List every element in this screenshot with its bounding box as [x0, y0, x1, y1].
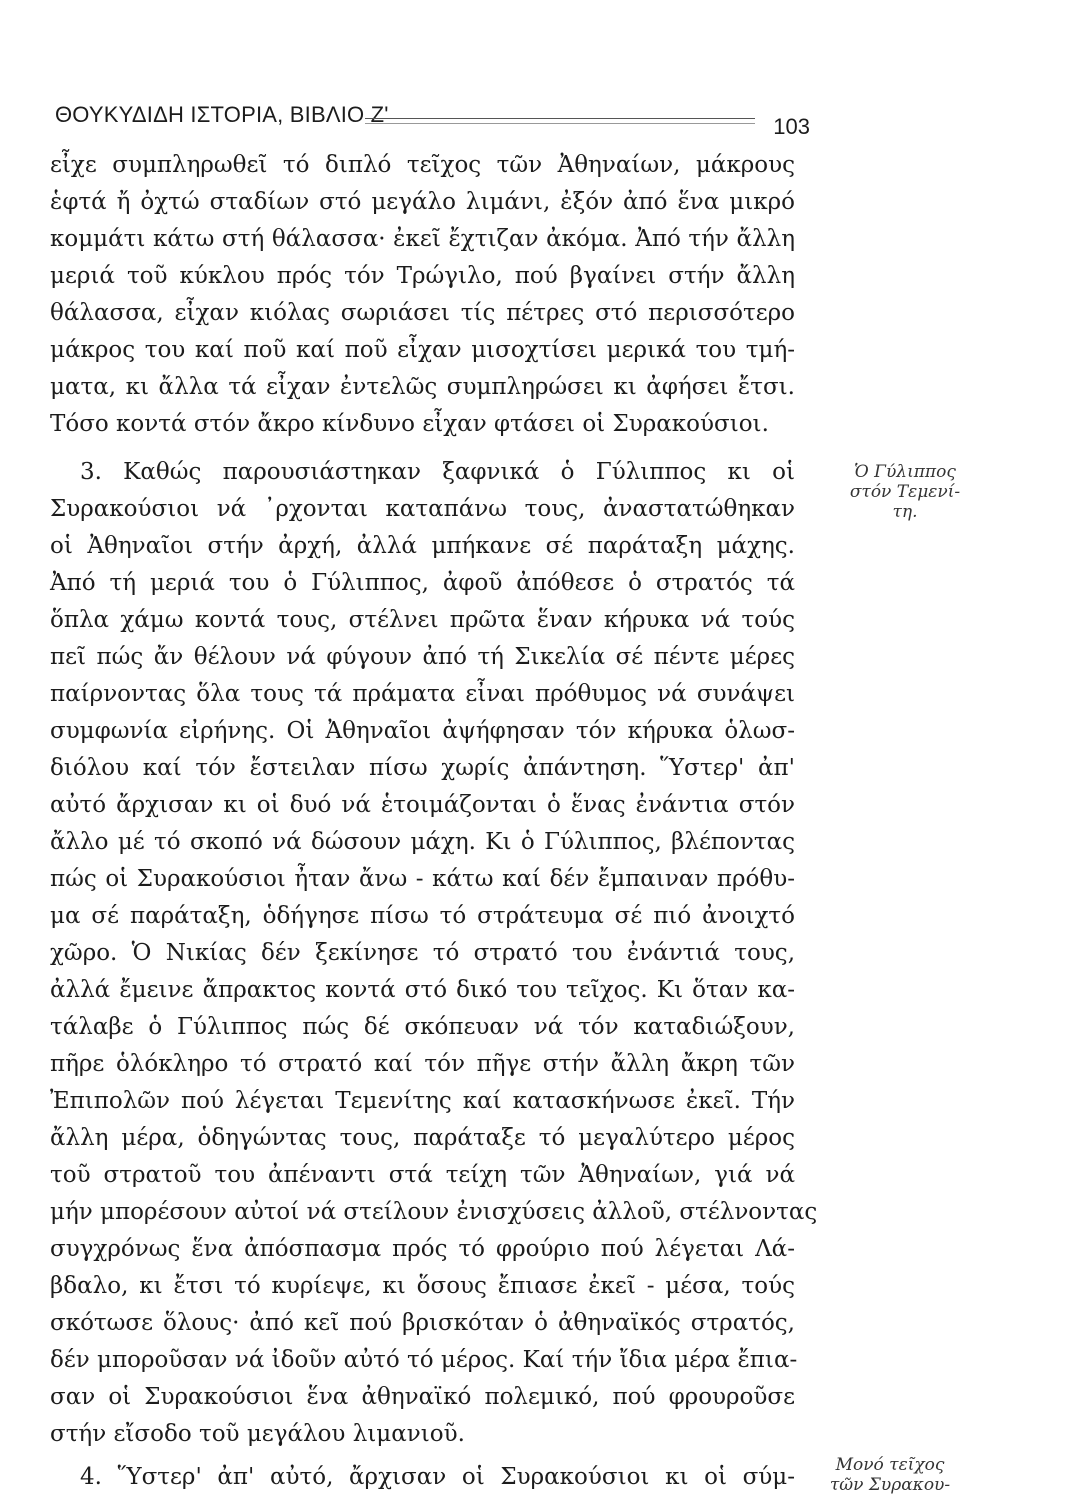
text-line: 4. Ὕστερ' ἀπ' αὐτό, ἄρχισαν οἱ Συρακούσιοι κι οἱ σύμ- [80, 1464, 795, 1490]
margin-note-line: τη. [892, 502, 918, 522]
margin-note [815, 1455, 965, 1495]
text-line: Συρακούσιοι νά ᾽ρχονται καταπάνω τους, ἀναστατώθηκαν [50, 496, 795, 522]
header-rule [365, 118, 755, 124]
text-line: 3. Καθώς παρουσιάστηκαν ξαφνικά ὁ Γύλιππος κι οἱ [80, 459, 795, 485]
text-line: συγχρόνως ἕνα ἀπόσπασμα πρός τό φρούριο πού λέγεται Λά- [50, 1236, 795, 1262]
text-line: σαν οἱ Συρακούσιοι ἕνα ἀθηναϊκό πολεμικό, πού φρουροῦσε [50, 1384, 795, 1410]
running-title: ΘΟΥΚΥΔΙΔΗ ΙΣΤΟΡΙΑ, ΒΙΒΛΙΟ Ζ' [55, 102, 389, 127]
margin-note-line: τῶν Συρακου- [829, 1475, 951, 1495]
text-line: μεριά τοῦ κύκλου πρός τόν Τρώγιλο, πού βγαίνει στήν ἄλλη [50, 263, 795, 289]
text-line: στήν εἴσοδο τοῦ μεγάλου λιμανιοῦ. [50, 1421, 465, 1447]
text-line: σκότωσε ὅλους· ἀπό κεῖ πού βρισκόταν ὁ ἀθηναϊκός στρατός, [50, 1310, 795, 1336]
text-line: τάλαβε ὁ Γύλιππος πώς δέ σκόπευαν νά τόν καταδιώξουν, [50, 1014, 795, 1040]
text-line: ἄλλο μέ τό σκοπό νά δώσουν μάχη. Κι ὁ Γύλιππος, βλέποντας [50, 829, 795, 855]
text-line: παίρνοντας ὅλα τους τά πράματα εἶναι πρόθυμος νά συνάψει [50, 681, 795, 707]
text-line: μα σέ παράταξη, ὁδήγησε πίσω τό στράτευμα σέ πιό ἀνοιχτό [50, 903, 795, 929]
text-line: Τόσο κοντά στόν ἄκρο κίνδυνο εἶχαν φτάσει οἱ Συρακούσιοι. [50, 411, 769, 437]
text-line: αὐτό ἄρχισαν κι οἱ δυό νά ἑτοιμάζονται ὁ ἕνας ἐνάντια στόν [50, 792, 795, 818]
text-line: θάλασσα, εἶχαν κιόλας σωριάσει τίς πέτρες στό περισσότερο [50, 300, 795, 326]
text-line: τοῦ στρατοῦ του ἀπέναντι στά τείχη τῶν Ἀθηναίων, γιά νά [50, 1162, 795, 1188]
text-line: ἑφτά ἤ ὀχτώ σταδίων στό μεγάλο λιμάνι, ἐξόν ἀπό ἕνα μικρό [50, 189, 795, 215]
text-line: πώς οἱ Συρακούσιοι ἦταν ἄνω - κάτω καί δέν ἔμπαιναν πρόθυ- [50, 866, 795, 892]
text-line: βδαλο, κι ἔτσι τό κυρίεψε, κι ὅσους ἔπιασε ἐκεῖ - μέσα, τούς [50, 1273, 795, 1299]
text-line: κομμάτι κάτω στή θάλασσα· ἐκεῖ ἔχτιζαν ἀκόμα. Ἀπό τήν ἄλλη [50, 226, 795, 252]
running-header [55, 100, 810, 140]
text-line: χῶρο. Ὁ Νικίας δέν ξεκίνησε τό στρατό του ἐνάντιά τους, [50, 940, 795, 966]
text-line: συμφωνία εἰρήνης. Οἱ Ἀθηναῖοι ἀψήφησαν τόν κήρυκα ὁλωσ- [50, 718, 795, 744]
text-line: εἶχε συμπληρωθεῖ τό διπλό τεῖχος τῶν Ἀθηναίων, μάκρους [50, 152, 795, 178]
margin-note [830, 462, 980, 522]
text-line: ματα, κι ἄλλα τά εἶχαν ἐντελῶς συμπληρώσει κι ἀφήσει ἔτσι. [50, 374, 795, 400]
text-line: οἱ Ἀθηναῖοι στήν ἀρχή, ἀλλά μπήκανε σέ παράταξη μάχης. [50, 533, 795, 559]
margin-note-line: Μονό τεῖχος [835, 1455, 945, 1475]
text-line: ἀλλά ἔμεινε ἄπρακτος κοντά στό δικό του τεῖχος. Κι ὅταν κα- [50, 977, 795, 1003]
text-line: Ἀπό τή μεριά του ὁ Γύλιππος, ἀφοῦ ἀπόθεσε ὁ στρατός τά [50, 570, 795, 596]
text-line: πῆρε ὁλόκληρο τό στρατό καί τόν πῆγε στήν ἄλλη ἄκρη τῶν [50, 1051, 795, 1077]
text-line: Ἐπιπολῶν πού λέγεται Τεμενίτης καί κατασκήνωσε ἐκεῖ. Τήν [50, 1088, 795, 1114]
text-line: μάκρος του καί ποῦ καί ποῦ εἶχαν μισοχτίσει μερικά του τμή- [50, 337, 795, 363]
margin-note-line: στόν Τεμενί- [849, 482, 961, 502]
text-line: δέν μποροῦσαν νά ἰδοῦν αὐτό τό μέρος. Καί τήν ἴδια μέρα ἔπια- [50, 1347, 798, 1373]
margin-note-line: Ὁ Γύλιππος [854, 462, 956, 482]
page-number: 103 [773, 114, 810, 139]
text-line: διόλου καί τόν ἔστειλαν πίσω χωρίς ἀπάντηση. Ὕστερ' ἀπ' [50, 755, 795, 781]
text-line: ὅπλα χάμω κοντά τους, στέλνει πρῶτα ἕναν κήρυκα νά τούς [50, 607, 795, 633]
text-line: πεῖ πώς ἄν θέλουν νά φύγουν ἀπό τή Σικελία σέ πέντε μέρες [50, 644, 795, 670]
text-line: μήν μπορέσουν αὐτοί νά στείλουν ἐνισχύσεις ἀλλοῦ, στέλνοντας [50, 1199, 818, 1225]
text-line: ἄλλη μέρα, ὁδηγώντας τους, παράταξε τό μεγαλύτερο μέρος [50, 1125, 795, 1151]
